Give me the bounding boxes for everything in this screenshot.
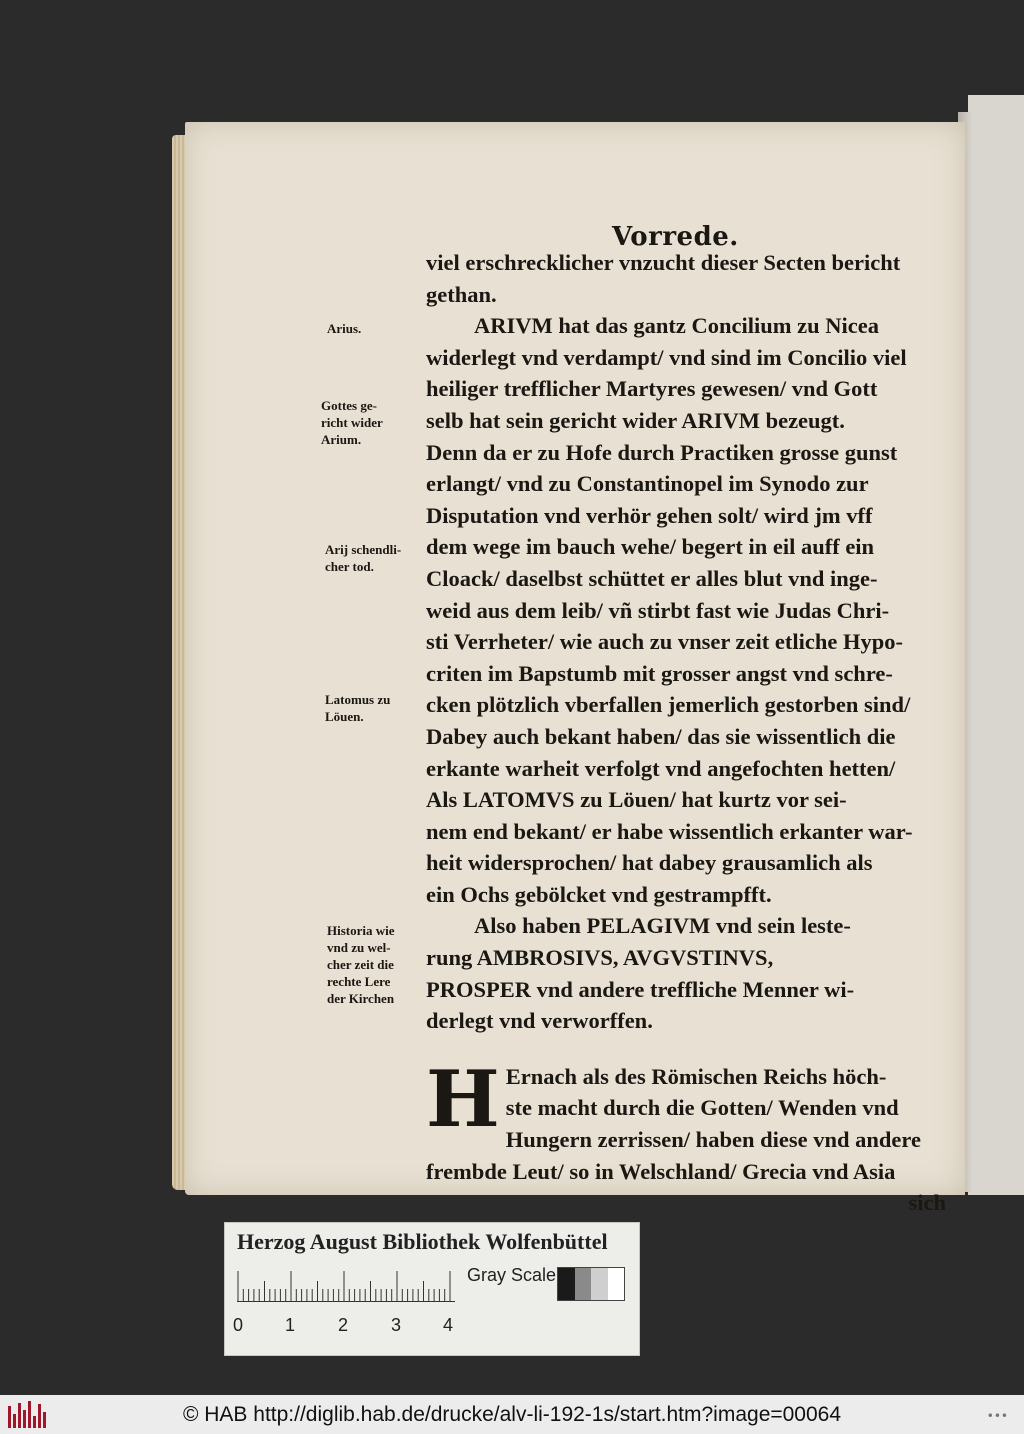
text-line: viel erschrecklicher vnzucht dieser Secten bericht <box>426 250 901 275</box>
marginal-note-line: Historia wie <box>327 923 395 938</box>
text-line: dem wege im bauch wehe/ begert in eil auff ein <box>426 534 875 560</box>
drop-cap: H <box>426 1053 500 1145</box>
marginal-note-latomus <box>325 691 390 725</box>
gray-swatch <box>608 1268 625 1300</box>
gray-scale-swatches <box>557 1267 625 1301</box>
ruler-number: 4 <box>443 1315 454 1335</box>
text-line: Ernach als des Römischen Reichs höch- <box>505 1063 887 1089</box>
marginal-note-arius <box>327 320 361 337</box>
marginal-note-line: der Kirchen <box>327 991 395 1006</box>
gray-swatch <box>591 1268 608 1300</box>
text-line: heiliger trefflicher Martyres gewesen/ vnd Gott <box>426 376 878 402</box>
text-line: widerlegt vnd verdampt/ vnd sind im Concilio viel <box>426 344 907 370</box>
marginal-note-schendlicher-tod <box>325 541 401 575</box>
marginal-note-historia <box>327 922 395 1007</box>
text-line: criten im Bapstumb mit grosser angst vnd schre- <box>426 660 893 686</box>
dots-menu-icon[interactable]: ••• <box>986 1409 1008 1423</box>
running-head: Vorrede. <box>612 222 739 252</box>
text-line: sti Verrheter/ wie auch zu vnser zeit etliche Hypo- <box>426 629 903 655</box>
ruler-number: 3 <box>391 1315 402 1335</box>
adjacent-page <box>968 95 1024 1195</box>
marginal-note-line: richt wider <box>321 415 383 430</box>
text-line: rung AMBROSIVS, AVGVSTINVS, <box>426 945 774 971</box>
text-line: Also haben PELAGIVM vnd sein leste- <box>474 913 851 939</box>
gray-scale-label: Gray Scale <box>467 1265 557 1285</box>
text-line: selb hat sein gericht wider ARIVM bezeugt. <box>426 407 845 433</box>
text-line: ein Ochs gebölcket vnd gestrampfft. <box>426 881 772 907</box>
text-line: erlangt/ vnd zu Constantinopel im Synodo zur <box>426 471 869 497</box>
text-line: derlegt vnd verworffen. <box>426 1008 653 1034</box>
section-paragraph <box>426 1053 946 1219</box>
ruler-ticks <box>237 1269 455 1301</box>
text-line: nem end bekant/ er habe wissentlich erkanter war- <box>426 818 913 844</box>
marginal-note-line: cher zeit die <box>327 957 394 972</box>
ruler-number: 0 <box>233 1315 244 1335</box>
text-line: Disputation vnd verhör gehen solt/ wird jm vff <box>426 502 873 528</box>
gray-swatch <box>575 1268 592 1300</box>
section-start <box>426 1053 946 1219</box>
copyright-url[interactable]: © HAB http://diglib.hab.de/drucke/alv-li-192-1s/start.htm?image=00064 <box>182 1403 842 1426</box>
text-line: Cloack/ daselbst schüttet er alles blut vnd inge- <box>426 565 878 591</box>
color-reference-card <box>224 1222 640 1356</box>
body-paragraphs <box>426 247 946 1037</box>
centimeter-ruler <box>237 1269 455 1302</box>
body-text <box>426 247 946 1219</box>
text-line: Hungern zerrissen/ haben diese vnd andere <box>505 1127 921 1153</box>
text-line: ARIVM hat das gantz Concilium zu Nicea <box>474 313 879 339</box>
marginal-note-line: vnd zu wel- <box>327 940 391 955</box>
gray-swatch <box>558 1268 575 1300</box>
text-line: PROSPER vnd andere treffliche Menner wi- <box>426 976 855 1002</box>
marginal-note-line: cher tod. <box>325 559 374 574</box>
marginal-note-line: Gottes ge- <box>321 398 377 413</box>
text-line: ste macht durch die Gotten/ Wenden vnd <box>505 1095 899 1121</box>
text-line: weid aus dem leib/ vñ stirbt fast wie Judas Chri- <box>426 597 890 623</box>
text-line: Denn da er zu Hofe durch Practiken grosse gunst <box>426 439 898 465</box>
text-line: heit widersprochen/ hat dabey grausamlich als <box>426 850 873 876</box>
viewer-footer <box>0 1395 1024 1434</box>
text-line: Als LATOMVS zu Löuen/ hat kurtz vor sei- <box>426 787 847 813</box>
ruler-number: 2 <box>338 1315 349 1335</box>
text-line: sich <box>908 1190 946 1216</box>
marginal-note-line: Arij schendli- <box>325 542 402 557</box>
ruler-number: 1 <box>285 1315 296 1335</box>
text-line: frembde Leut/ so in Welschland/ Grecia vnd Asia <box>426 1158 896 1184</box>
marginal-note-line: Arius. <box>327 321 362 336</box>
text-line: gethan. <box>426 281 497 307</box>
marginal-note-line: rechte Lere <box>327 974 391 989</box>
marginal-note-line: Latomus zu <box>325 692 391 707</box>
library-label: Herzog August Bibliothek Wolfenbüttel <box>237 1229 608 1254</box>
marginal-note-line: Löuen. <box>325 709 364 724</box>
text-line: erkante warheit verfolgt vnd angefochten hetten/ <box>426 755 896 781</box>
marginal-note-line: Arium. <box>321 432 362 447</box>
text-line: Dabey auch bekant haben/ das sie wissentlich die <box>426 723 896 749</box>
marginal-note-gottes-gericht <box>321 397 383 448</box>
text-line: cken plötzlich vberfallen jemerlich gestorben sind/ <box>426 692 911 718</box>
